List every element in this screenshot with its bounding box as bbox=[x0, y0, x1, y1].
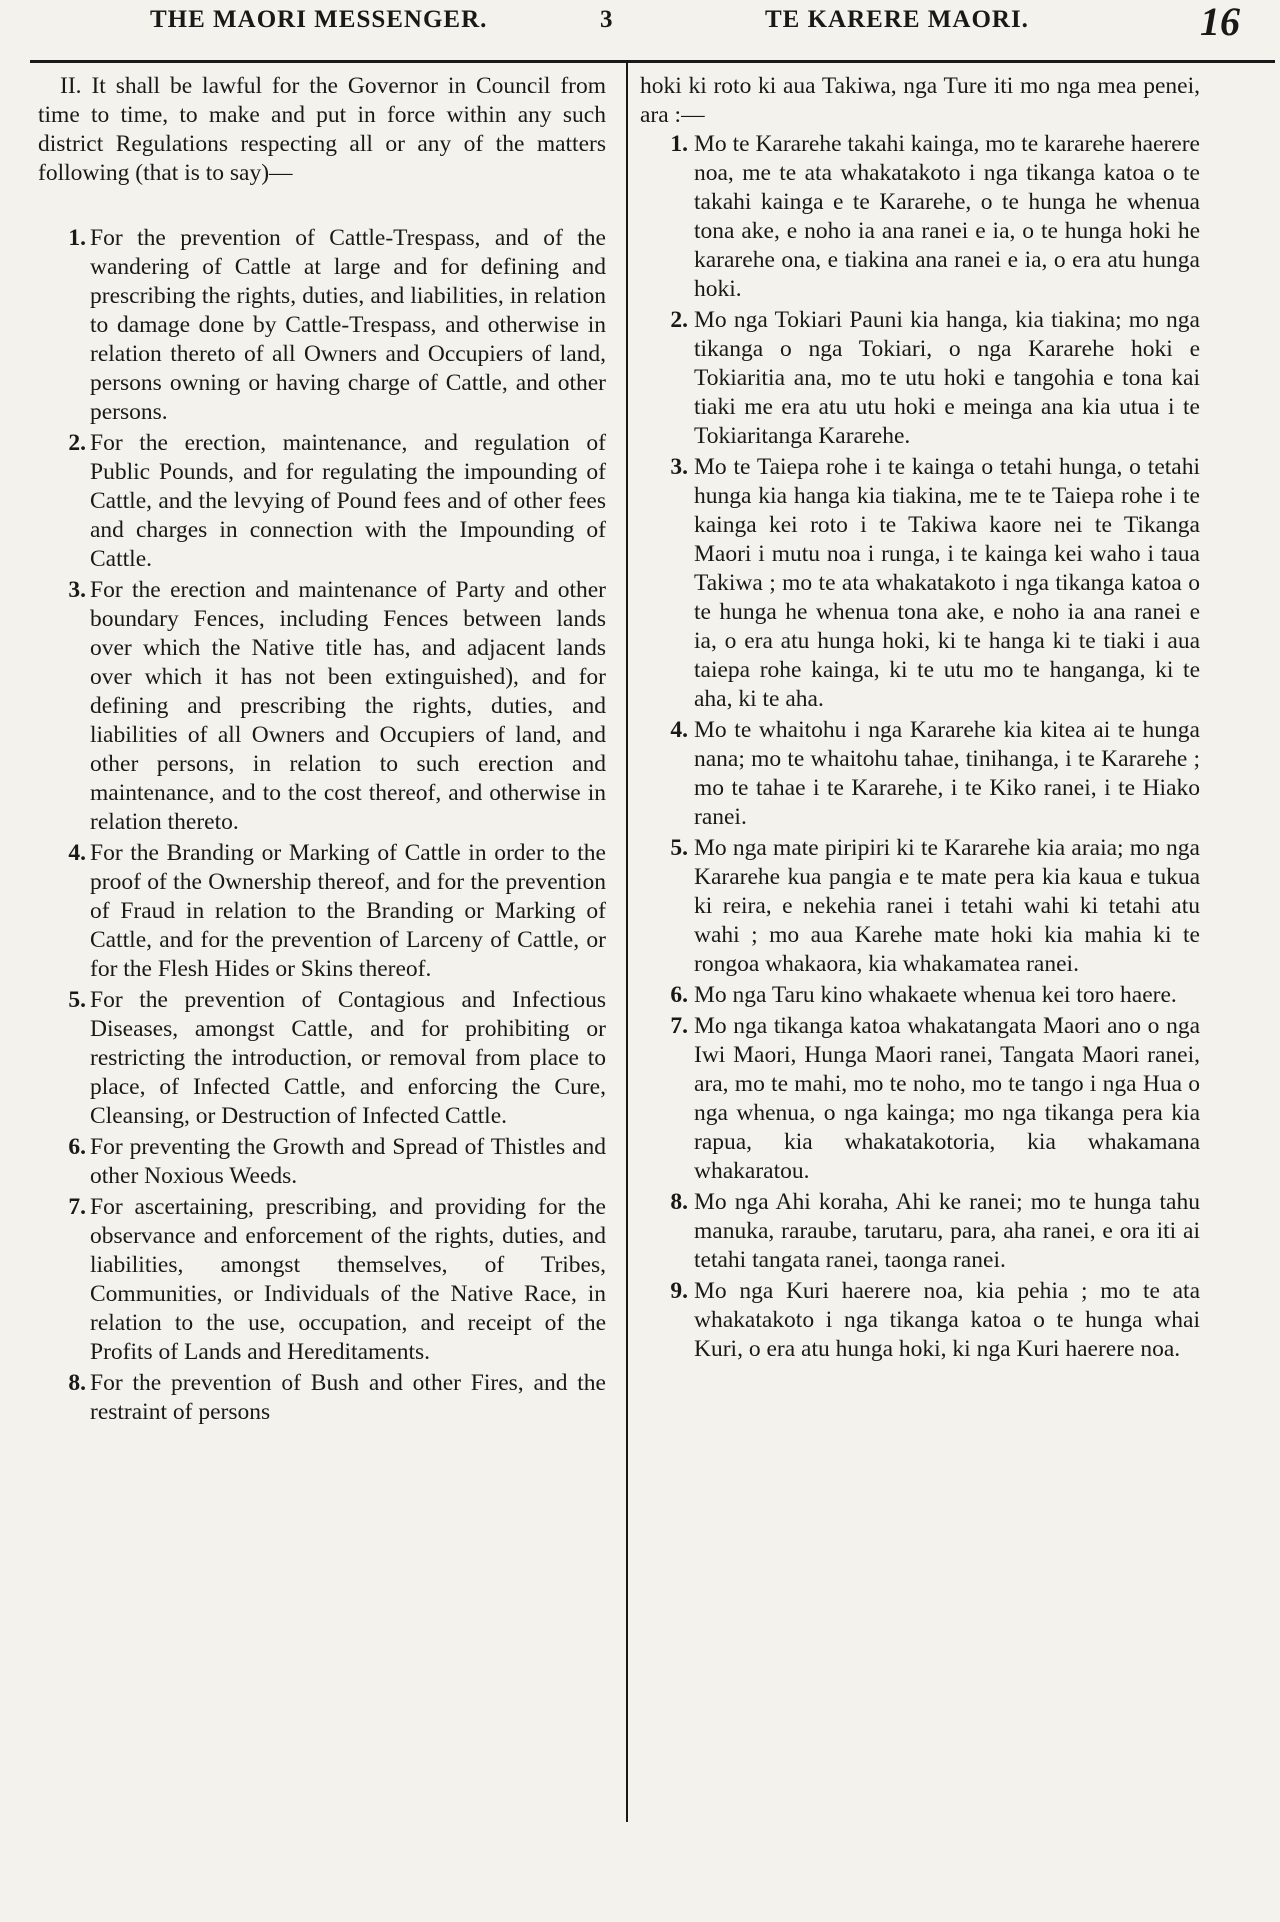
maori-intro: hoki ki roto ki aua Takiwa, nga Ture iti mo nga mea penei, ara :— bbox=[640, 73, 1200, 128]
english-item bbox=[38, 1133, 606, 1191]
item-number: 2. bbox=[670, 307, 688, 333]
item-text: Mo te whaitohu i nga Kararehe kia kitea ai te hunga nana; mo te whaitohu tahae, tinihanga, i te Kararehe ; mo te tahae i te Kararehe, i te Kiko ranei, i te Hiako ranei. bbox=[694, 717, 1200, 830]
english-item bbox=[38, 1369, 606, 1427]
item-number: 5. bbox=[670, 835, 688, 861]
english-item bbox=[38, 224, 606, 427]
section-intro-text: It shall be lawful for the Governor in Council from time to time, to make and put in force within any such district Regulations respecting all or any of the matters following (that is to say)— bbox=[38, 73, 606, 186]
item-text: Mo te Kararehe takahi kainga, mo te kararehe haerere noa, me te ata whakatakoto i nga tikanga katoa o te takahi kainga e te Kararehe, o te hunga he whenua tona ake, e noho ia ana ranei e ia, o te hunga hoki he kararehe ona, e tiakina ana ranei e ia, o era atu hunga hoki. bbox=[694, 131, 1200, 302]
english-item bbox=[38, 839, 606, 984]
item-number: 6. bbox=[670, 982, 688, 1008]
item-text: Mo nga Tokiari Pauni kia hanga, kia tiakina; mo nga tikanga o nga Tokiari, o nga Kararehe hoki e Tokiaritia ana, mo te utu hoki e tangohia e tona kai tiaki me era atu utu hoki e meinga ana kia utua i te Tokiaritanga Kararehe. bbox=[694, 307, 1200, 449]
page-number: 3 bbox=[600, 6, 613, 33]
item-text: For the erection, maintenance, and regulation of Public Pounds, and for regulating the impounding of Cattle, and the levying of Pound fees and of other fees and charges in connection with the Impounding of Cattle. bbox=[90, 430, 606, 572]
english-column bbox=[38, 72, 606, 1429]
item-text: For the prevention of Cattle-Trespass, and of the wandering of Cattle at large and for defining and prescribing the rights, duties, and liabilities, in relation to damage done by Cattle-Trespass, and otherwise in relation thereto of all Owners and Occupiers of land, persons owning or having charge of Cattle, and other persons. bbox=[90, 225, 606, 425]
item-number: 4. bbox=[670, 717, 688, 743]
handwritten-folio: 16 bbox=[1200, 0, 1240, 44]
item-text: For ascertaining, prescribing, and providing for the observance and enforcement of the rights, duties, and liabilities, amongst themselves, of Tribes, Communities, or Individuals of the Native Race, in relation to the use, occupation, and receipt of the Profits of Lands and Hereditaments. bbox=[90, 1194, 606, 1365]
item-text: For the prevention of Contagious and Infectious Diseases, amongst Cattle, and for prohibiting or restricting the introduction, or removal from place to place, of Infected Cattle, and enforcing the Cure, Cleansing, or Destruction of Infected Cattle. bbox=[90, 987, 606, 1129]
maori-item bbox=[640, 130, 1200, 304]
maori-item bbox=[640, 453, 1200, 714]
item-text: Mo nga mate piripiri ki te Kararehe kia araia; mo nga Kararehe kua pangia e te mate pera kia kaua e tukua ki reira, e nekehia ranei i tetahi wahi ki tetahi atu wahi ; mo aua Karehe mate hoki kia mahia ki te rongoa whakaora, kia whakamatea ranei. bbox=[694, 835, 1200, 977]
item-text: For preventing the Growth and Spread of Thistles and other Noxious Weeds. bbox=[90, 1134, 606, 1189]
maori-item bbox=[640, 834, 1200, 979]
item-number: 3. bbox=[670, 454, 688, 480]
maori-item bbox=[640, 306, 1200, 451]
item-text: Mo nga Ahi koraha, Ahi ke ranei; mo te hunga tahu manuka, raraube, tarutaru, para, aha ranei, e ora iti ai tetahi tangata ranei, taonga ranei. bbox=[694, 1189, 1200, 1273]
item-number: 9. bbox=[670, 1278, 688, 1304]
english-item bbox=[38, 576, 606, 837]
maori-item bbox=[640, 1277, 1200, 1364]
english-section-intro bbox=[38, 72, 606, 188]
section-number: II. bbox=[60, 73, 82, 99]
english-item-list bbox=[38, 224, 606, 1427]
page-header bbox=[0, 2, 1280, 42]
maori-column bbox=[640, 72, 1200, 1366]
item-number: 6. bbox=[68, 1134, 86, 1160]
maori-item bbox=[640, 981, 1200, 1010]
item-text: Mo nga Taru kino whakaete whenua kei toro haere. bbox=[694, 982, 1177, 1008]
item-number: 5. bbox=[68, 987, 86, 1013]
header-rule bbox=[30, 60, 1275, 63]
item-text: Mo nga tikanga katoa whakatangata Maori ano o nga Iwi Maori, Hunga Maori ranei, Tangata Maori ranei, ara, mo te mahi, mo te noho, mo te tango i nga Hua o nga whenua, o nga kainga; mo nga tikanga pera kia rapua, kia whakatakotoria, kia whakamana whakaratou. bbox=[694, 1013, 1200, 1184]
item-number: 1. bbox=[670, 131, 688, 157]
item-number: 1. bbox=[68, 225, 86, 251]
english-item bbox=[38, 986, 606, 1131]
english-item bbox=[38, 429, 606, 574]
item-number: 7. bbox=[670, 1013, 688, 1039]
item-text: For the prevention of Bush and other Fires, and the restraint of persons bbox=[90, 1370, 606, 1425]
item-number: 3. bbox=[68, 577, 86, 603]
maori-item bbox=[640, 1012, 1200, 1186]
item-number: 2. bbox=[68, 430, 86, 456]
maori-item bbox=[640, 716, 1200, 832]
column-divider bbox=[626, 62, 628, 1822]
maori-masthead: TE KARERE MAORI. bbox=[765, 6, 1029, 33]
english-masthead: THE MAORI MESSENGER. bbox=[150, 6, 488, 33]
item-text: For the Branding or Marking of Cattle in order to the proof of the Ownership thereof, and for the prevention of Fraud in relation to the Branding or Marking of Cattle, and for the prevention of Larceny of Cattle, or for the Flesh Hides or Skins thereof. bbox=[90, 840, 606, 982]
item-text: Mo nga Kuri haerere noa, kia pehia ; mo te ata whakatakoto i nga tikanga katoa o te hunga whai Kuri, o era atu hunga hoki, ki nga Kuri haerere noa. bbox=[694, 1278, 1200, 1362]
item-text: Mo te Taiepa rohe i te kainga o tetahi hunga, o tetahi hunga kia hanga kia tiakina, me te te Taiepa rohe i te kainga kei roto i te Takiwa kaore nei te Tikanga Maori i mutu noa i runga, i te kainga kei waho i taua Takiwa ; mo te ata whakatakoto i nga tikanga katoa o te hunga he whenua tona ake, e noho ia ana ranei e ia, o era atu hunga hoki, ki te hanga ki te tiaki i aua taiepa rohe kainga, ki te utu mo te hanganga, ki te aha, ki te aha. bbox=[694, 454, 1200, 712]
maori-item bbox=[640, 1188, 1200, 1275]
item-number: 7. bbox=[68, 1194, 86, 1220]
english-item bbox=[38, 1193, 606, 1367]
item-number: 8. bbox=[68, 1370, 86, 1396]
item-number: 4. bbox=[68, 840, 86, 866]
item-number: 8. bbox=[670, 1189, 688, 1215]
maori-item-list bbox=[640, 130, 1200, 1364]
item-text: For the erection and maintenance of Party and other boundary Fences, including Fences between lands over which the Native title has, and adjacent lands over which it has not been extinguished), and for defining and prescribing the rights, duties, and liabilities of all Owners and Occupiers of land, and other persons, in relation to such erection and maintenance, and to the cost thereof, and otherwise in relation thereto. bbox=[90, 577, 606, 835]
